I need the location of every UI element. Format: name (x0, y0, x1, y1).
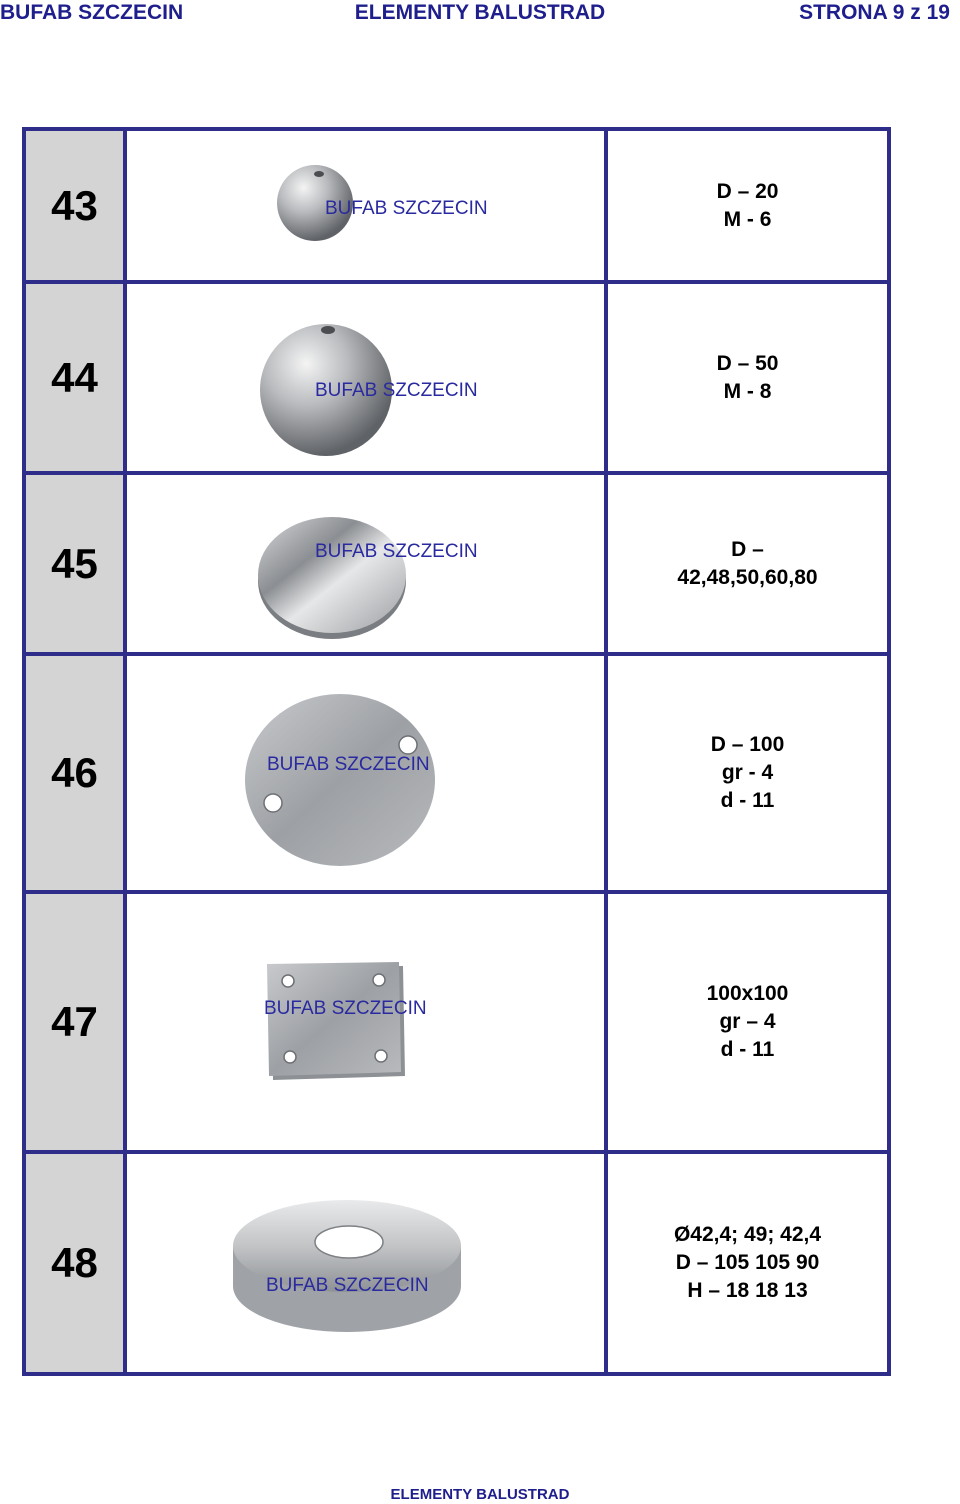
watermark: BUFAB SZCZECIN (315, 541, 478, 562)
item-image-cell (127, 131, 604, 280)
watermark: BUFAB SZCZECIN (325, 198, 488, 219)
watermark: BUFAB SZCZECIN (267, 754, 430, 775)
item-spec (608, 894, 887, 1150)
spec-line: Ø42,4; 49; 42,4 (673, 1223, 822, 1246)
item-number: 44 (26, 284, 123, 471)
square-plate-image (257, 954, 417, 1094)
item-spec (608, 475, 887, 652)
spec-line: gr – 4 (719, 1010, 776, 1033)
spec-line: D – (731, 537, 764, 561)
spec-line: H – 18 18 13 (687, 1279, 808, 1302)
header-page-number: STRONA 9 z 19 (799, 1, 950, 24)
spec-line: d - 11 (720, 1038, 775, 1061)
item-number: 48 (26, 1154, 123, 1372)
cover-rosette-image (227, 1194, 467, 1344)
watermark: BUFAB SZCZECIN (315, 380, 478, 401)
table-row (26, 1154, 887, 1372)
watermark: BUFAB SZCZECIN (266, 1275, 429, 1296)
spec-line: 42,48,50,60,80 (677, 565, 818, 589)
item-spec (608, 284, 887, 471)
spec-line: 100x100 (706, 982, 789, 1005)
item-image-cell (127, 656, 604, 890)
header-company: BUFAB SZCZECIN (0, 1, 184, 24)
item-image-cell (127, 475, 604, 652)
product-table (22, 127, 891, 1376)
spec-line: D – 50 (716, 351, 779, 375)
item-number: 43 (26, 131, 123, 280)
item-spec (608, 656, 887, 890)
footer-title: ELEMENTY BALUSTRAD (390, 1486, 570, 1503)
item-image-cell (127, 1154, 604, 1372)
table-row (26, 894, 887, 1150)
header-title: ELEMENTY BALUSTRAD (354, 1, 606, 24)
item-number: 45 (26, 475, 123, 652)
table-row (26, 284, 887, 471)
item-spec (608, 131, 887, 280)
round-cap-image (252, 507, 412, 647)
item-image-cell (127, 894, 604, 1150)
item-number: 47 (26, 894, 123, 1150)
item-image-cell (127, 284, 604, 471)
spec-line: gr - 4 (721, 761, 774, 784)
spec-line: D – 105 105 90 (675, 1251, 820, 1274)
round-plate-image (239, 692, 439, 872)
spec-line: d - 11 (720, 789, 775, 812)
watermark: BUFAB SZCZECIN (264, 998, 427, 1019)
spec-line: D – 20 (716, 179, 779, 203)
table-row (26, 656, 887, 890)
spec-line: M - 8 (723, 379, 772, 403)
table-row (26, 475, 887, 652)
item-spec (608, 1154, 887, 1372)
item-number: 46 (26, 656, 123, 890)
table-row (26, 131, 887, 280)
spec-line: M - 6 (723, 207, 772, 231)
spec-line: D – 100 (710, 733, 785, 756)
